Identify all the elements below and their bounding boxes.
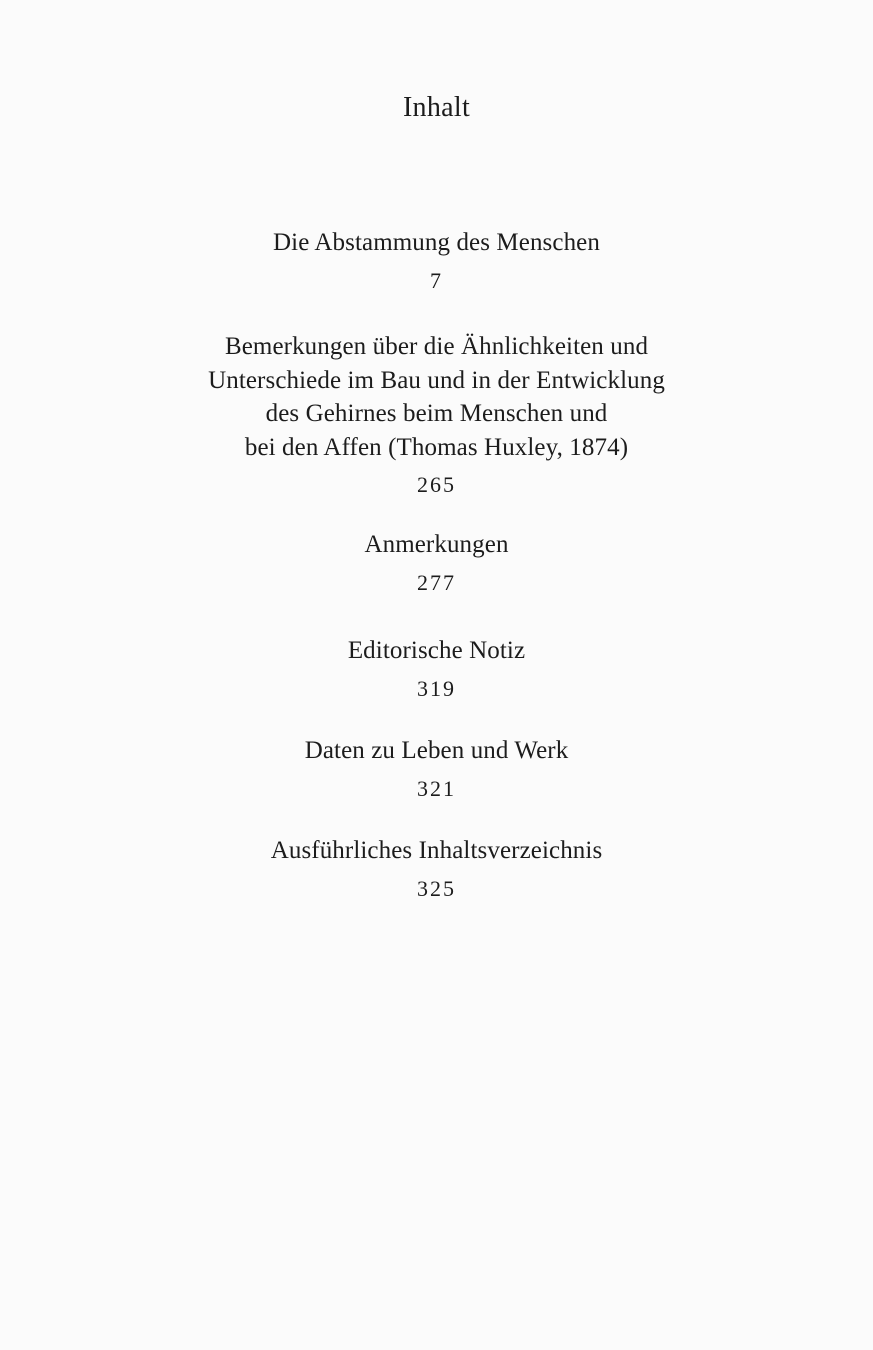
toc-entry-label-line: des Gehirnes beim Menschen und [265,400,608,427]
toc-entry-label-line: Bemerkungen über die Ähnlichkeiten und [224,333,649,360]
toc-entry-label: Ausführliches Inhaltsverzeichnis [270,837,603,864]
toc-entry[interactable] [0,330,873,502]
toc-entry-label-line: Unterschiede im Bau und in der Entwicklung [208,366,665,394]
toc-entry-label: Editorische Notiz [347,637,526,664]
toc-entry-label: Daten zu Leben und Werk [304,737,569,764]
toc-entry-page-number: 319 [417,675,456,701]
toc-entry[interactable] [0,634,873,706]
toc-entry-label-line: bei den Affen (Thomas Huxley, 1874) [244,433,629,461]
toc-entry[interactable] [0,226,873,298]
toc-entry-page-number: 277 [417,569,456,595]
toc-entry-page-number: 321 [417,775,456,801]
toc-entry[interactable] [0,834,873,906]
toc-entry[interactable] [0,528,873,600]
toc-entry-page-number: 325 [417,875,456,901]
toc-entry-page-number: 7 [430,267,443,293]
toc-entry-label: Die Abstammung des Menschen [273,229,600,256]
toc-entry-label: Anmerkungen [364,531,509,558]
toc-entry-page-number: 265 [417,472,456,497]
toc-entry[interactable] [0,734,873,806]
page-title: Inhalt [402,92,471,123]
